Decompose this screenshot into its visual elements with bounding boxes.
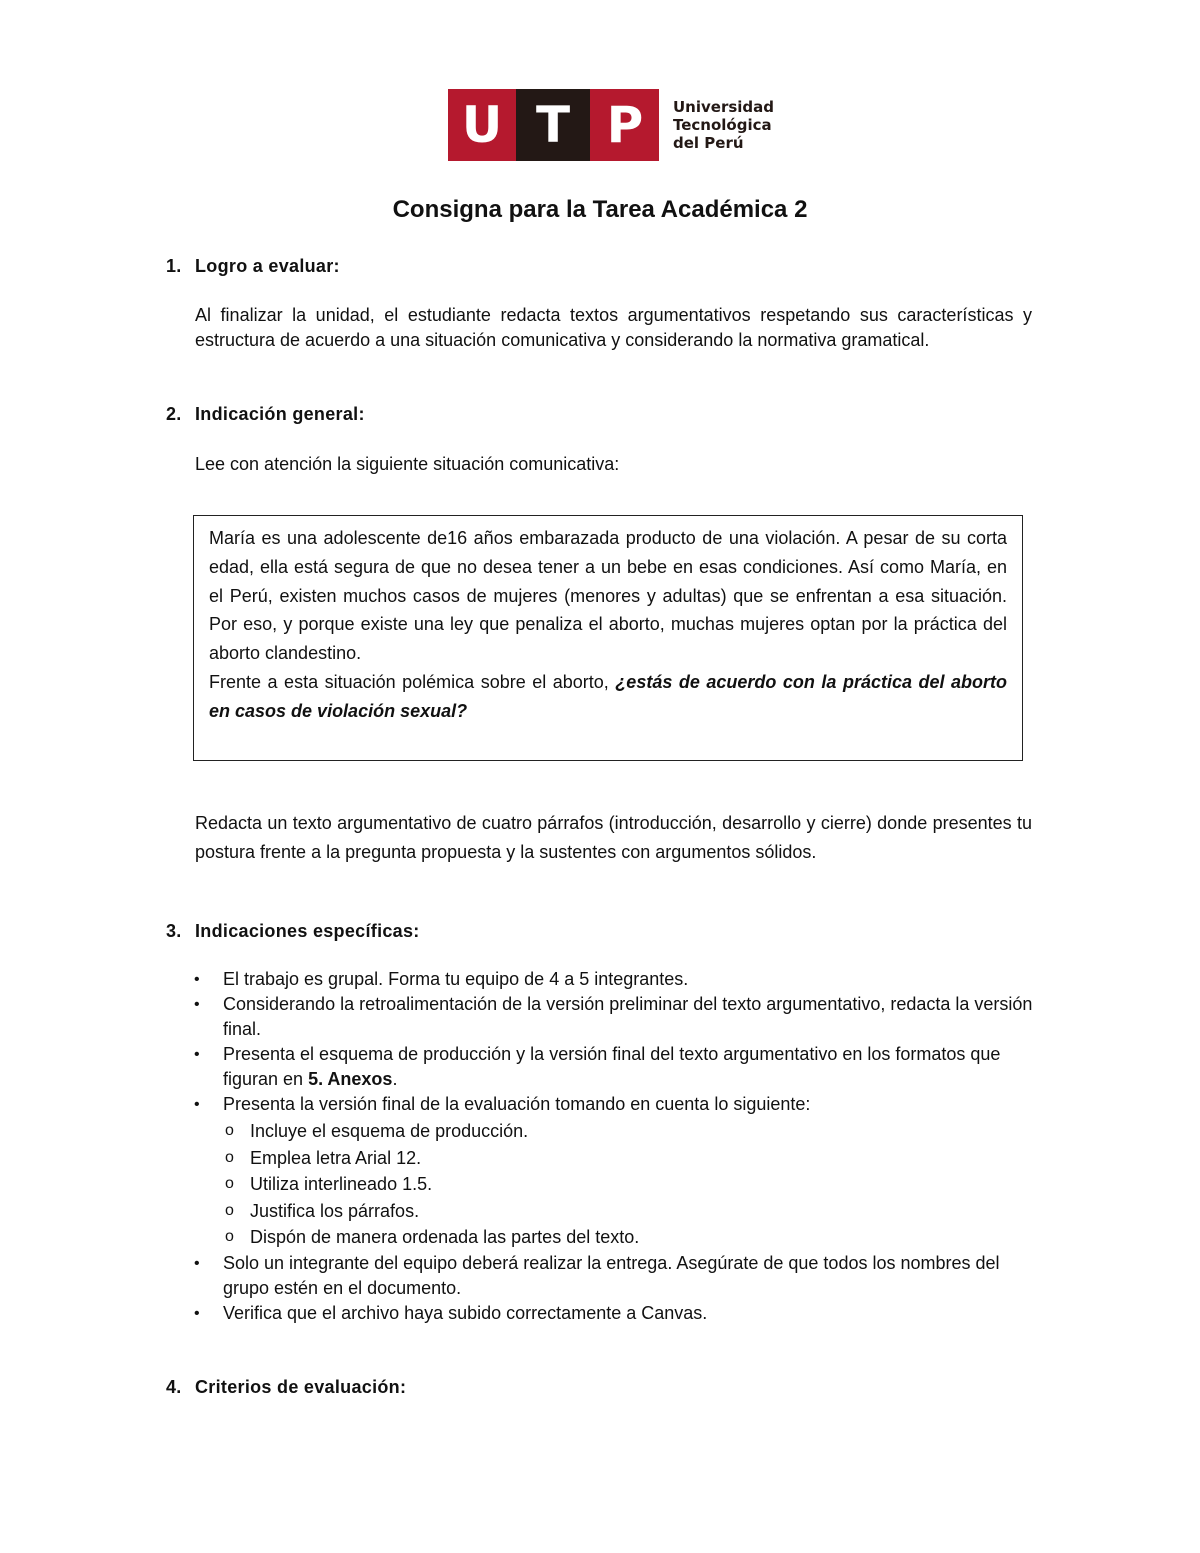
situation-question: ¿estás de acuerdo con la práctica del aborto en casos de violación sexual?	[209, 671, 1008, 721]
section-2-task: Redacta un texto argumentativo de cuatro párrafos (introducción, desarrollo y cierre) donde presentes tu postura frente a la pregunta propuesta y la sustentes con argumentos sólidos.	[195, 813, 1032, 862]
logo-mark	[448, 89, 659, 161]
sub-list-item: o Incluye el esquema de producción.	[223, 1118, 1040, 1145]
logo-letter-p: P	[606, 96, 644, 154]
list-item: • El trabajo es grupal. Forma tu equipo de 4 a 5 integrantes.	[190, 967, 1040, 992]
section-4-heading: 4. Criterios de evaluación:	[166, 1377, 407, 1397]
list-item: • Verifica que el archivo haya subido correctamente a Canvas.	[190, 1301, 1040, 1326]
list-item: • Presenta el esquema de producción y la versión final del texto argumentativo en los formatos que figuran en 5. Anexos.	[190, 1042, 1023, 1092]
section-2-intro: Lee con atención la siguiente situación comunicativa:	[195, 454, 620, 474]
list-item: • Presenta la versión final de la evaluación tomando en cuenta lo siguiente: o Incluye el esquema de producción. o Emplea letra Arial 12. o Utiliza interlineado 1.5. o Justifica los párrafos. o Dispón de manera ordenada las partes del texto.	[190, 1092, 1040, 1251]
situation-question-paragraph: Frente a esta situación polémica sobre el aborto, ¿estás de acuerdo con la práctica del aborto en casos de violación sexual?	[209, 671, 1008, 721]
section-1-text: Al finalizar la unidad, el estudiante redacta textos argumentativos respetando sus características y estructura de acuerdo a una situación comunicativa y considerando la normativa gramatical.	[195, 305, 1032, 350]
utp-logo	[448, 89, 774, 161]
list-item: • Solo un integrante del equipo deberá realizar la entrega. Asegúrate de que todos los nombres del grupo estén en el documento.	[190, 1251, 1038, 1301]
sub-list-item: o Emplea letra Arial 12.	[223, 1145, 1040, 1172]
sub-list-item: o Justifica los párrafos.	[223, 1198, 1040, 1225]
situation-paragraph: María es una adolescente de16 años embarazada producto de una violación. A pesar de su corta edad, ella está segura de que no desea tener a un bebe en esas condiciones. Así como María, en el Perú, existen muchos casos de mujeres (menores y adultas) que se enfrentan a esa situación. Por eso, y porque existe una ley que penaliza el aborto, muchas mujeres optan por la práctica del aborto clandestino.	[209, 528, 1007, 664]
logo-letter-t: T	[535, 96, 571, 154]
page-title: Consigna para la Tarea Académica 2	[392, 196, 808, 223]
logo-name: Universidad Tecnológica del Perú	[673, 98, 775, 152]
sub-list-item: o Dispón de manera ordenada las partes del texto.	[223, 1224, 1040, 1251]
section-3-heading: 3. Indicaciones específicas:	[166, 921, 420, 941]
sub-list-item: o Utiliza interlineado 1.5.	[223, 1171, 1040, 1198]
specific-instructions-list	[190, 967, 1040, 1326]
section-2-heading: 2. Indicación general:	[166, 404, 365, 424]
list-item: • Considerando la retroalimentación de la versión preliminar del texto argumentativo, redacta la versión final.	[190, 992, 1033, 1042]
sub-list	[223, 1118, 1040, 1251]
logo-letter-u: U	[461, 96, 503, 154]
section-1-heading: 1. Logro a evaluar:	[166, 256, 340, 276]
situation-box	[193, 515, 1023, 761]
